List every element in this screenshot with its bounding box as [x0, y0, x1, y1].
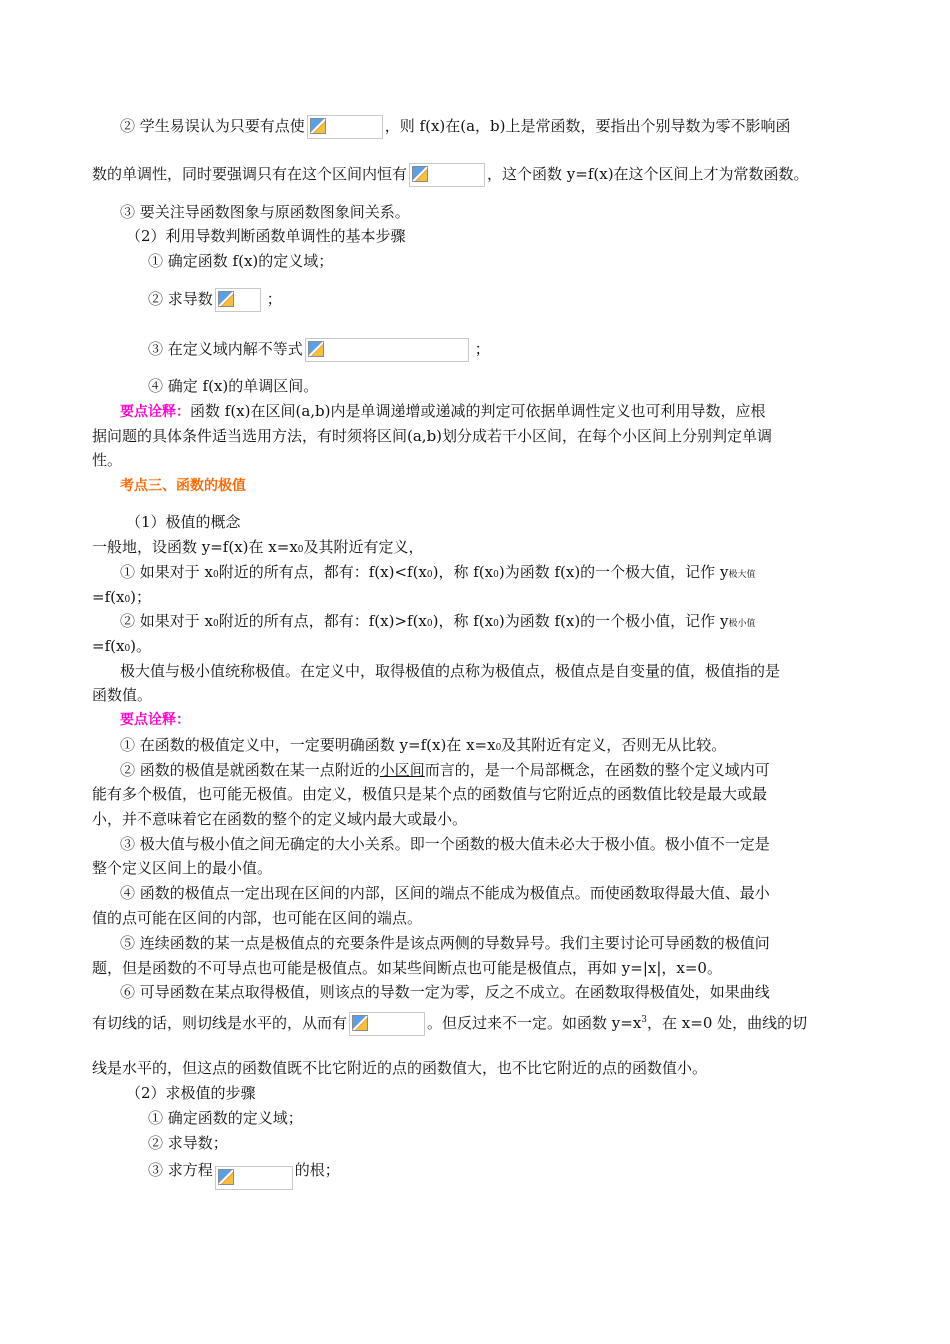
underlined-text: 小区间	[379, 761, 425, 779]
subscript: 0	[493, 619, 499, 629]
formula-image	[349, 1012, 425, 1036]
note-point: ⑥ 可导函数在某点取得极值，则该点的导数一定为零，反之不成立。在函数取得极值处，如果曲线	[120, 983, 770, 1001]
text: ② 学生易误认为只要有点使	[120, 117, 305, 135]
note-point: ④ 函数的极值点一定出现在区间的内部，区间的端点不能成为极值点。而使函数取得最大值、最小	[120, 884, 770, 902]
text: 及其附近有定义，	[303, 538, 424, 556]
text: ① 在函数的极值定义中，一定要明确函数 y=f(x)在 x=x	[120, 736, 496, 754]
section-title: 考点三、函数的极值	[120, 478, 246, 494]
text: )。	[130, 637, 152, 655]
text: =f(x	[92, 588, 125, 606]
definition-line	[120, 611, 755, 634]
subscript: 极大值	[728, 570, 756, 580]
text: )为函数 f(x)的一个极小值，记作 y	[498, 612, 729, 630]
step-item: ② 求导数；	[148, 1134, 228, 1152]
text: 的根；	[294, 1161, 340, 1179]
subscript: 0	[426, 619, 433, 629]
text: 。但反过来不一定。如函数 y=x	[427, 1014, 642, 1032]
para-line	[92, 537, 424, 560]
para-line: ③ 要关注导函数图象与原函数图象间关系。	[120, 203, 410, 221]
para-line	[120, 115, 791, 139]
formula-image	[305, 338, 469, 362]
broken-image-icon	[412, 166, 428, 182]
broken-image-icon	[308, 341, 324, 357]
step-item: ① 确定函数 f(x)的定义域；	[148, 252, 334, 270]
subscript: 0	[213, 619, 219, 629]
subscript: 0	[297, 545, 304, 555]
broken-image-icon	[352, 1015, 368, 1031]
note-label: 要点诠释：	[120, 712, 190, 728]
para-line	[92, 163, 809, 187]
text: 函数 f(x)在区间(a,b)内是单调递增或递减的判定可依据单调性定义也可利用导数，应根	[190, 402, 766, 420]
text: 及其附近有定义，否则无从比较。	[501, 736, 727, 754]
note-line: 据问题的具体条件适当选用方法，有时须将区间(a,b)划分成若干小区间，在每个小区间上分别判定单调	[92, 427, 773, 445]
note-point: 小，并不意味着它在函数的整个的定义域内最大或最小。	[92, 810, 468, 828]
text: )为函数 f(x)的一个极大值，记作 y	[498, 563, 729, 581]
text: =f(x	[92, 637, 125, 655]
formula-image	[215, 288, 261, 312]
text: ② 如果对于 x	[120, 612, 213, 630]
note-label: 要点诠释：	[120, 404, 190, 420]
step-item	[148, 1160, 340, 1190]
para-line: 函数值。	[92, 686, 153, 704]
formula-image	[307, 115, 383, 139]
formula-image	[215, 1166, 293, 1190]
note-point: ③ 极大值与极小值之间无确定的大小关系。即一个函数的极大值未必大于极小值。极小值不一定是	[120, 835, 770, 853]
text: ；	[266, 290, 282, 308]
text: )，称 f(x	[432, 612, 494, 630]
text: ，这个函数 y=f(x)在这个区间上才为常数函数。	[487, 165, 809, 183]
formula-image	[409, 163, 485, 187]
subscript: 0	[495, 743, 502, 753]
subscript: 0	[493, 570, 499, 580]
text: ③ 求方程	[148, 1161, 213, 1179]
text: 附近的所有点，都有：f(x)<f(x	[218, 563, 427, 581]
text: 而言的，是一个局部概念，在函数的整个定义域内可	[424, 761, 770, 779]
note-point: 能有多个极值，也可能无极值。由定义，极值只是某个点的函数值与它附近点的函数值比较是最大或最	[92, 785, 768, 803]
note-point: 题，但是函数的不可导点也可能是极值点。如某些间断点也可能是极值点，再如 y=|x|，x=0。	[92, 959, 722, 977]
text: )，称 f(x	[432, 563, 494, 581]
note-point: 整个定义区间上的最小值。	[92, 859, 273, 877]
text: ，在 x=0 处，曲线的切	[647, 1014, 808, 1032]
note-point: 线是水平的，但这点的函数值既不比它附近的点的函数值大，也不比它附近的点的函数值小。	[92, 1059, 708, 1077]
step-item: ④ 确定 f(x)的单调区间。	[148, 377, 319, 395]
step-item	[148, 338, 490, 362]
definition-line	[120, 562, 755, 585]
text: ；	[474, 340, 490, 358]
text: ，则 f(x)在(a，b)上是常函数，要指出个别导数为零不影响函	[384, 117, 791, 135]
text: ② 求导数	[148, 290, 213, 308]
broken-image-icon	[218, 291, 234, 307]
note-point	[92, 1010, 807, 1036]
note-point: ⑤ 连续函数的某一点是极值点的充要条件是该点两侧的导数异号。我们主要讨论可导函数的极值问	[120, 934, 770, 952]
text: )；	[130, 588, 152, 606]
text: ③ 在定义域内解不等式	[148, 340, 303, 358]
definition-line	[92, 636, 151, 659]
note-point: 值的点可能在区间的内部，也可能在区间的端点。	[92, 909, 423, 927]
text: 一般地，设函数 y=f(x)在 x=x	[92, 538, 298, 556]
subscript: 0	[124, 644, 131, 654]
subheading: （2）求极值的步骤	[126, 1084, 256, 1102]
subscript: 极小值	[728, 619, 756, 629]
broken-image-icon	[310, 118, 326, 134]
superscript: 3	[641, 1015, 648, 1025]
note-line	[120, 401, 766, 422]
subscript: 0	[213, 570, 219, 580]
subheading: （1）极值的概念	[126, 513, 241, 531]
text: 有切线的话，则切线是水平的，从而有	[92, 1014, 348, 1032]
text: ② 函数的极值是就函数在某一点附近的	[120, 761, 380, 779]
broken-image-icon	[218, 1169, 234, 1185]
text: 附近的所有点，都有：f(x)>f(x	[218, 612, 427, 630]
subscript: 0	[124, 595, 131, 605]
step-item	[148, 288, 282, 312]
subheading: （2）利用导数判断函数单调性的基本步骤	[126, 227, 406, 245]
definition-line	[92, 587, 151, 610]
subscript: 0	[426, 570, 433, 580]
text: 数的单调性，同时要强调只有在这个区间内恒有	[92, 165, 408, 183]
text: ① 如果对于 x	[120, 563, 213, 581]
step-item: ① 确定函数的定义域；	[148, 1109, 303, 1127]
note-line: 性。	[92, 451, 123, 469]
note-point	[120, 760, 770, 780]
para-line: 极大值与极小值统称极值。在定义中，取得极值的点称为极值点，极值点是自变量的值，极值指的是	[120, 662, 781, 680]
note-point	[120, 735, 726, 758]
